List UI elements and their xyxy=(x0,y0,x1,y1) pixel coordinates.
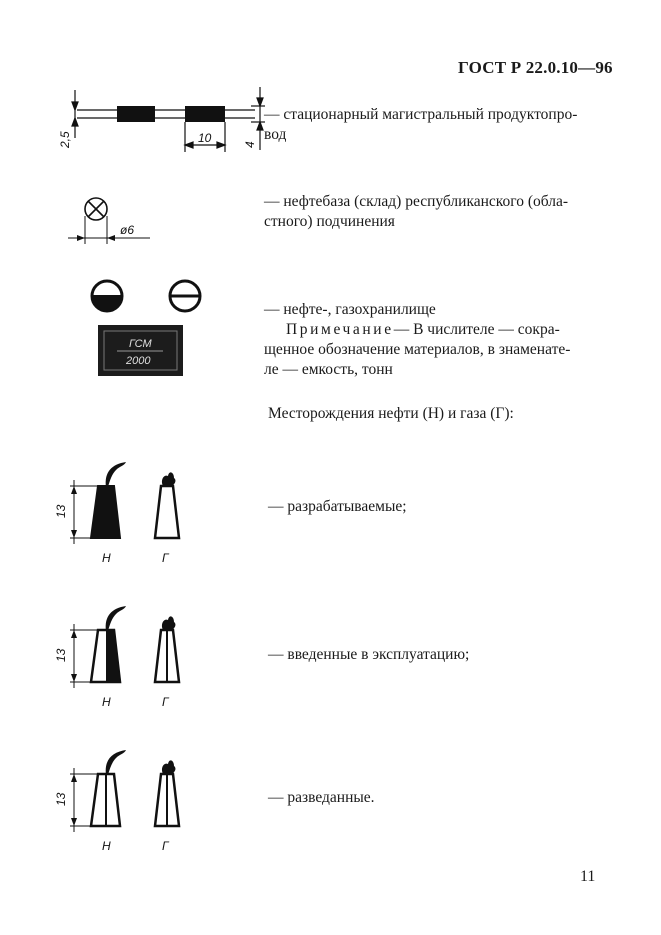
oil-label: Н xyxy=(102,695,111,709)
deposit-developed-symbol-icon xyxy=(50,452,190,570)
pipeline-symbol-icon xyxy=(55,82,275,162)
dim-13-label: 13 xyxy=(54,504,68,518)
note-prefix: Примечание xyxy=(286,321,394,338)
pipeline-description: — стационарный магистральный продуктопро- вод xyxy=(264,106,578,143)
dim-10-label: 10 xyxy=(198,131,212,145)
storage-symbol-icon xyxy=(85,275,210,385)
deposits-heading: Месторождения нефти (Н) и газа (Г): xyxy=(268,405,514,422)
gas-label: Г xyxy=(162,551,169,565)
standard-header: ГОСТ Р 22.0.10—96 xyxy=(458,58,613,77)
dim-2-5-label: 2,5 xyxy=(58,131,72,148)
dim-4-label: 4 xyxy=(243,141,257,148)
deposit-operational-symbol-icon xyxy=(50,598,190,716)
gas-label: Г xyxy=(162,839,169,853)
dim-13-label: 13 xyxy=(54,648,68,662)
deposit-explored-symbol-icon xyxy=(50,742,190,860)
deposit-developed-text: — разрабатываемые; xyxy=(268,498,407,515)
page-number: 11 xyxy=(580,868,596,885)
dim-13-label: 13 xyxy=(54,792,68,806)
deposit-operational-text: — введенные в эксплуатацию; xyxy=(268,646,470,663)
diameter-label: ø6 xyxy=(120,223,135,237)
deposit-explored-text: — разведанные. xyxy=(268,789,375,806)
tank-numerator-label: ГСМ xyxy=(129,338,152,350)
oil-base-symbol-icon xyxy=(60,188,170,250)
oil-label: Н xyxy=(102,551,111,565)
tank-denominator-label: 2000 xyxy=(126,355,151,367)
storage-description: — нефте-, газохранилище Примечание— В числителе — сокра- щенное обозначение материалов, в знаменате- ле — емкость, тонн xyxy=(264,301,571,378)
oil-label: Н xyxy=(102,839,111,853)
oil-base-description: — нефтебаза (склад) республиканского (обла- стного) подчинения xyxy=(264,193,569,230)
gas-label: Г xyxy=(162,695,169,709)
